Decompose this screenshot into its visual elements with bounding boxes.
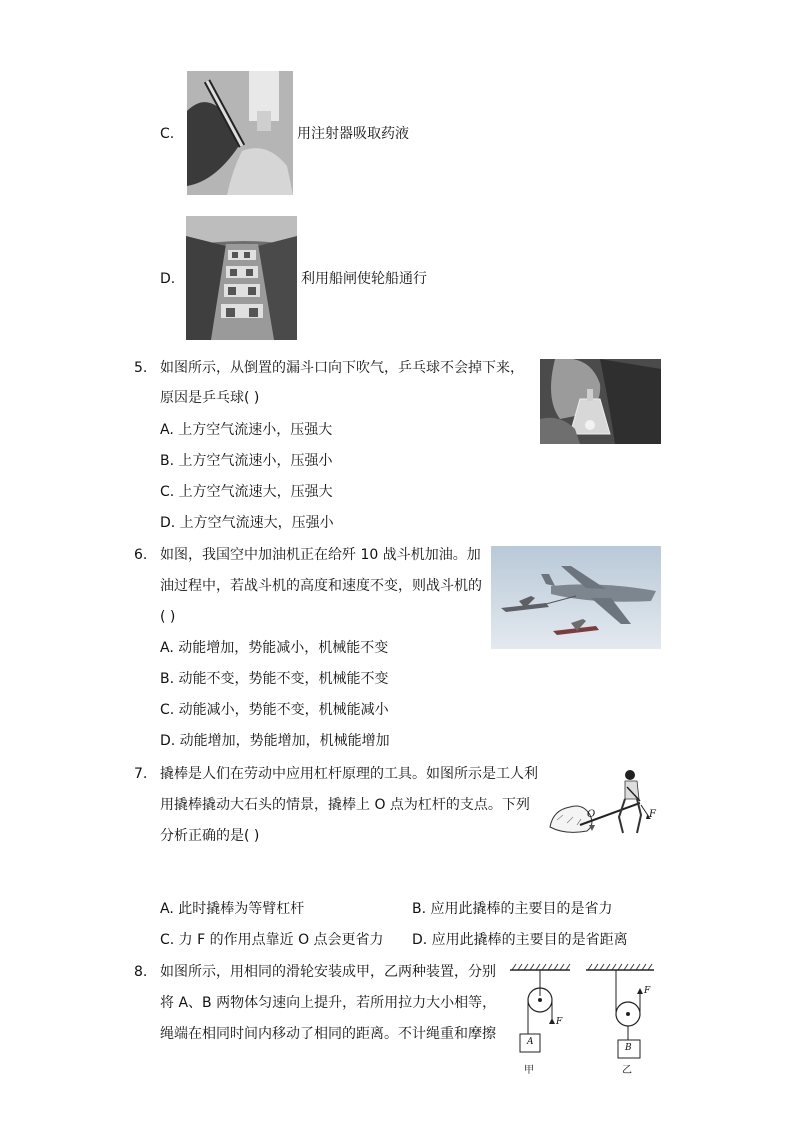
q5-option-c: C. 上方空气流速大，压强大 [160, 484, 333, 500]
q6-stem-line1: 如图，我国空中加油机正在给歼 10 战斗机加油。加 [160, 547, 481, 563]
q5-number: 5. [134, 360, 148, 376]
q6-number: 6. [134, 547, 148, 563]
q5-option-b: B. 上方空气流速小，压强小 [160, 453, 333, 469]
pulley-label-jia: 甲 [524, 1065, 534, 1076]
q4-option-d-letter: D. [160, 271, 176, 287]
q6-option-d: D. 动能增加，势能增加，机械能增加 [160, 733, 390, 749]
q5-stem-line2: 原因是乒乓球( ) [160, 390, 260, 406]
q6-option-b: B. 动能不变，势能不变，机械能不变 [160, 671, 389, 687]
q8-stem-line3: 绳端在相同时间内移动了相同的距离。不计绳重和摩擦 [160, 1026, 496, 1042]
funnel-blowing-photo-icon [540, 359, 661, 444]
pulley-label-yi: 乙 [622, 1065, 632, 1076]
q6-stem-line2: 油过程中，若战斗机的高度和速度不变，则战斗机的 [160, 578, 482, 594]
q6-option-c: C. 动能减小，势能不变，机械能减小 [160, 702, 389, 718]
q6-option-a: A. 动能增加，势能减小，机械能不变 [160, 640, 389, 656]
q4-option-c-letter: C. [160, 126, 175, 142]
q7-option-d: D. 应用此撬棒的主要目的是省距离 [412, 932, 628, 948]
q7-option-a: A. 此时撬棒为等臂杠杆 [160, 901, 305, 917]
q7-stem-line3: 分析正确的是( ) [160, 828, 260, 844]
crowbar-figure-icon [545, 765, 660, 840]
ship-lock-photo-icon [186, 216, 297, 340]
q7-option-b: B. 应用此撬棒的主要目的是省力 [412, 901, 613, 917]
q7-number: 7. [134, 766, 148, 782]
q5-option-d: D. 上方空气流速大，压强小 [160, 515, 334, 531]
q4-option-d-text: 利用船闸使轮船通行 [301, 271, 427, 287]
q6-stem-line3: ( ) [160, 609, 176, 625]
q7-option-c: C. 力 F 的作用点靠近 O 点会更省力 [160, 932, 384, 948]
q5-stem-line1: 如图所示，从倒置的漏斗口向下吹气，乒乓球不会掉下来， [160, 360, 524, 376]
q5-option-a: A. 上方空气流速小，压强大 [160, 422, 333, 438]
q8-number: 8. [134, 964, 148, 980]
syringe-photo-icon [187, 71, 293, 195]
aerial-refueling-photo-icon [491, 546, 661, 649]
q4-option-c-text: 用注射器吸取药液 [297, 126, 409, 142]
q7-stem-line1: 撬棒是人们在劳动中应用杠杆原理的工具。如图所示是工人利 [160, 766, 538, 782]
pulley-label-f2: F [644, 986, 651, 996]
crowbar-label-o: O [587, 809, 596, 820]
pulley-label-b: B [625, 1043, 632, 1053]
pulley-label-a: A [527, 1037, 534, 1047]
pulley-figure-icon [508, 962, 658, 1077]
crowbar-label-f: F [649, 809, 656, 820]
q7-stem-line2: 用撬棒撬动大石头的情景，撬棒上 O 点为杠杆的支点。下列 [160, 797, 530, 813]
pulley-label-f1: F [556, 1017, 563, 1027]
q8-stem-line1: 如图所示，用相同的滑轮安装成甲，乙两种装置，分别 [160, 964, 496, 980]
q8-stem-line2: 将 A、B 两物体匀速向上提升，若所用拉力大小相等， [160, 995, 497, 1011]
